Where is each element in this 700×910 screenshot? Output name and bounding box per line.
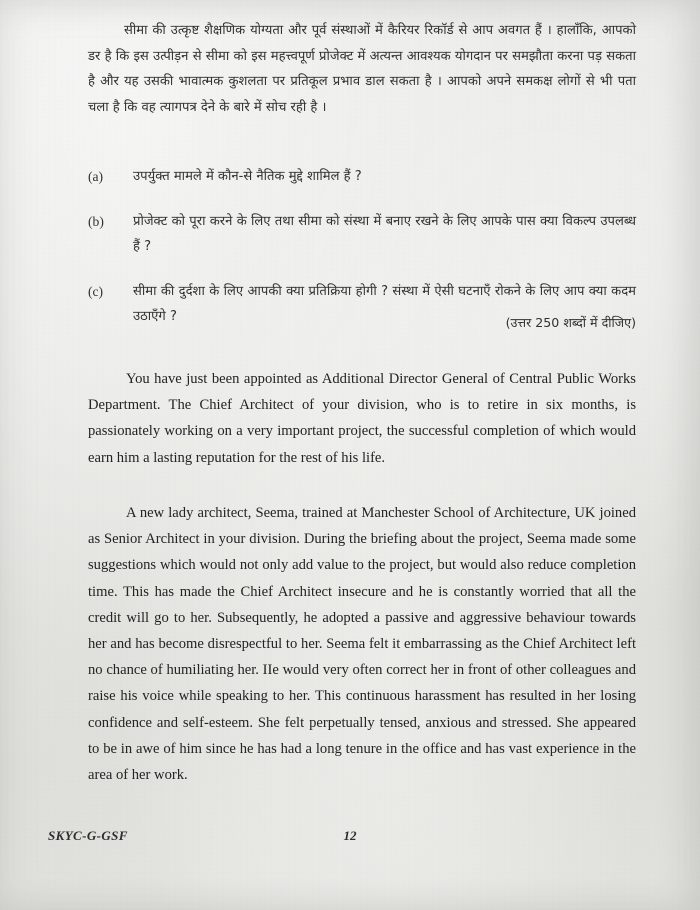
footer-paper-code: SKYC-G-GSF — [48, 828, 128, 843]
question-label-c: (c) — [88, 283, 104, 299]
question-item-a — [88, 164, 636, 190]
question-text-c: सीमा की दुर्दशा के लिए आपकी क्या प्रतिक्रिया होगी ? संस्था में ऐसी घटनाएँ रोकने के लिए आप क्या कदम उठाएँगे ? — [133, 283, 636, 325]
english-paragraph-2: A new lady architect, Seema, trained at Manchester School of Architecture, UK joined as Senior Architect in your division. During the briefing about the project, Seema made some suggestions which would not only add value to the project, but would also reduce completion time. This has made the Chief Architect insecure and he is constantly worried that all the credit will go to her. Subsequently, he adopted a passive and aggressive behaviour towards her and has become disrespectful to her. Seema felt it embarrassing as the Chief Architect left no chance of humiliating her. IIe would very often correct her in front of other colleagues and raise his voice while speaking to her. This continuous harassment has resulted in her losing confidence and self-esteem. She felt perpetually tensed, anxious and stressed. She appeared to be in awe of him since he has had a long tenure in the office and has vast experience in the area of her work. — [88, 505, 636, 784]
footer-page-number: 12 — [343, 828, 357, 843]
english-paragraph-1: You have just been appointed as Additional Director General of Central Public Works Department. The Chief Architect of your division, who is to retire in six months, is passionately working on a very important project, the successful completion of which would earn him a lasting reputation for the rest of his life. — [88, 371, 636, 466]
question-text-b: प्रोजेक्ट को पूरा करने के लिए तथा सीमा को संस्था में बनाए रखने के लिए आपके पास क्या विकल्प उपलब्ध हैं ? — [133, 213, 636, 255]
answer-word-limit-note: (उत्तर 250 शब्दों में दीजिए) — [505, 315, 636, 330]
english-paragraph-2-block — [88, 500, 636, 788]
question-label-a: (a) — [88, 169, 104, 184]
question-label-b: (b) — [88, 213, 104, 229]
hindi-case-paragraph: सीमा की उत्कृष्ट शैक्षणिक योग्यता और पूर्व संस्थाओं में कैरियर रिकॉर्ड से आप अवगत हैं । हालाँकि, आपको डर है कि इस उत्पीड़न से सीमा को इस महत्त्वपूर्ण प्रोजेक्ट में अत्यन्त आवश्यक योगदान पर समझौता करना पड़ सकता है और यह उसकी भावात्मक कुशलता पर प्रतिकूल प्रभाव डाल सकता है । आपको अपने समकक्ष लोगों से भी पता चला है कि वह त्यागपत्र देने के बारे में सोच रही है । — [88, 23, 636, 115]
english-paragraph-1-block — [88, 366, 636, 471]
question-text-a: उपर्युक्त मामले में कौन-से नैतिक मुद्दे शामिल हैं ? — [133, 169, 362, 184]
question-item-b — [88, 209, 636, 260]
